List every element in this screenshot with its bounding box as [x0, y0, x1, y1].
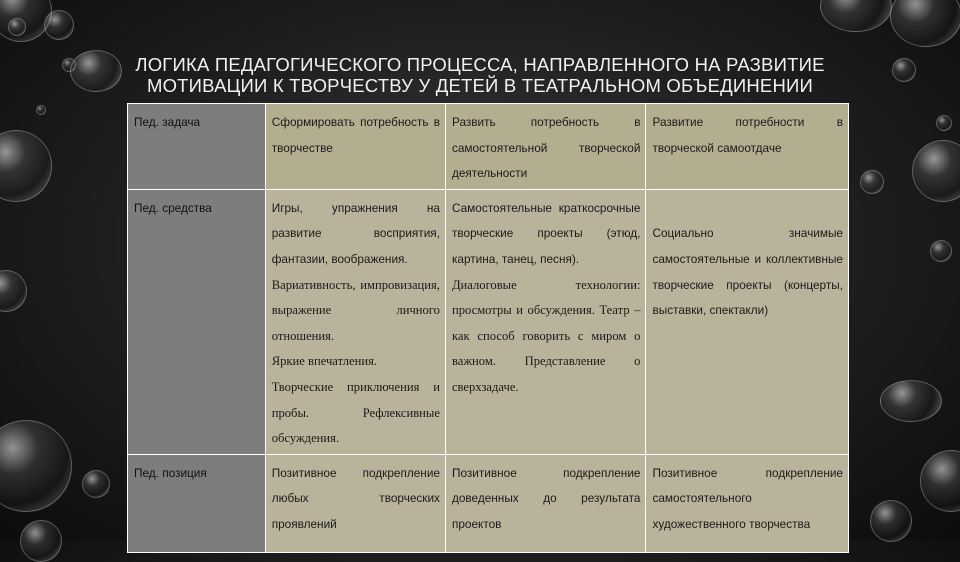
row-label-task: Пед. задача: [128, 104, 266, 190]
decorative-bubble: [0, 130, 52, 202]
means-cell-1-games: Игры, упражнения на развитие восприятия, фантазии, воображения.: [271, 200, 440, 266]
decorative-bubble: [892, 58, 916, 82]
row-label-position: Пед. позиция: [128, 454, 266, 552]
decorative-bubble: [82, 470, 110, 498]
task-cell-1: Сформировать потребность в творчестве: [265, 104, 445, 190]
slide-title-line-2: МОТИВАЦИИ К ТВОРЧЕСТВУ У ДЕТЕЙ В ТЕАТРАЛЬНОМ ОБЪЕДИНЕНИИ: [146, 75, 814, 96]
position-cell-2: Позитивное подкрепление доведенных до результата проектов: [445, 454, 646, 552]
decorative-bubble: [870, 500, 912, 542]
means-cell-2: [445, 189, 646, 454]
decorative-bubble: [890, 0, 960, 47]
decorative-bubble: [20, 520, 62, 562]
decorative-bubble: [44, 10, 74, 40]
decorative-bubble: [820, 0, 892, 32]
decorative-bubble: [36, 105, 46, 115]
decorative-bubble: [936, 115, 952, 131]
table-row-means: [128, 189, 849, 454]
decorative-bubble: [0, 420, 72, 512]
position-cell-1: Позитивное подкрепление любых творческих проявлений: [265, 454, 445, 552]
slide-title: [100, 54, 860, 96]
pedagogy-table: [127, 103, 849, 553]
position-cell-3: Позитивное подкрепление самостоятельного художественного творчества: [646, 454, 849, 552]
means-cell-3-projects: Социально значимые самостоятельные и коллективные творческие проекты (концерты, выставки, спектакли): [652, 226, 843, 318]
table-row-position: [128, 454, 849, 552]
means-cell-1-impressions: Яркие впечатления.: [271, 354, 378, 369]
means-cell-3: [646, 189, 849, 454]
decorative-bubble: [912, 140, 960, 202]
slide-title-line-1: ЛОГИКА ПЕДАГОГИЧЕСКОГО ПРОЦЕССА, НАПРАВЛЕННОГО НА РАЗВИТИЕ: [135, 54, 825, 75]
means-cell-2-projects: Самостоятельные краткосрочные творческие проекты (этюд, картина, танец, песня).: [451, 200, 641, 266]
decorative-bubble: [930, 240, 952, 262]
means-cell-2-dialogue: Диалоговые технологии: просмотры и обсуждения. Театр – как способ говорить с миром о важном. Представление о сверхзадаче.: [451, 277, 641, 394]
means-cell-1-adventures: Творческие приключения и пробы. Рефлексивные обсуждения.: [271, 379, 440, 446]
decorative-bubble: [860, 170, 884, 194]
decorative-bubble: [0, 270, 27, 312]
means-cell-1-variability: Вариативность, импровизация, выражение личного отношения.: [271, 277, 440, 343]
decorative-bubble: [880, 380, 942, 422]
means-cell-1: [265, 189, 445, 454]
table-row-task: [128, 104, 849, 190]
task-cell-3: Развитие потребности в творческой самоотдаче: [646, 104, 849, 190]
row-label-means: Пед. средства: [128, 189, 266, 454]
task-cell-2: Развить потребность в самостоятельной творческой деятельности: [445, 104, 646, 190]
decorative-bubble: [920, 450, 960, 512]
decorative-bubble: [8, 18, 26, 36]
